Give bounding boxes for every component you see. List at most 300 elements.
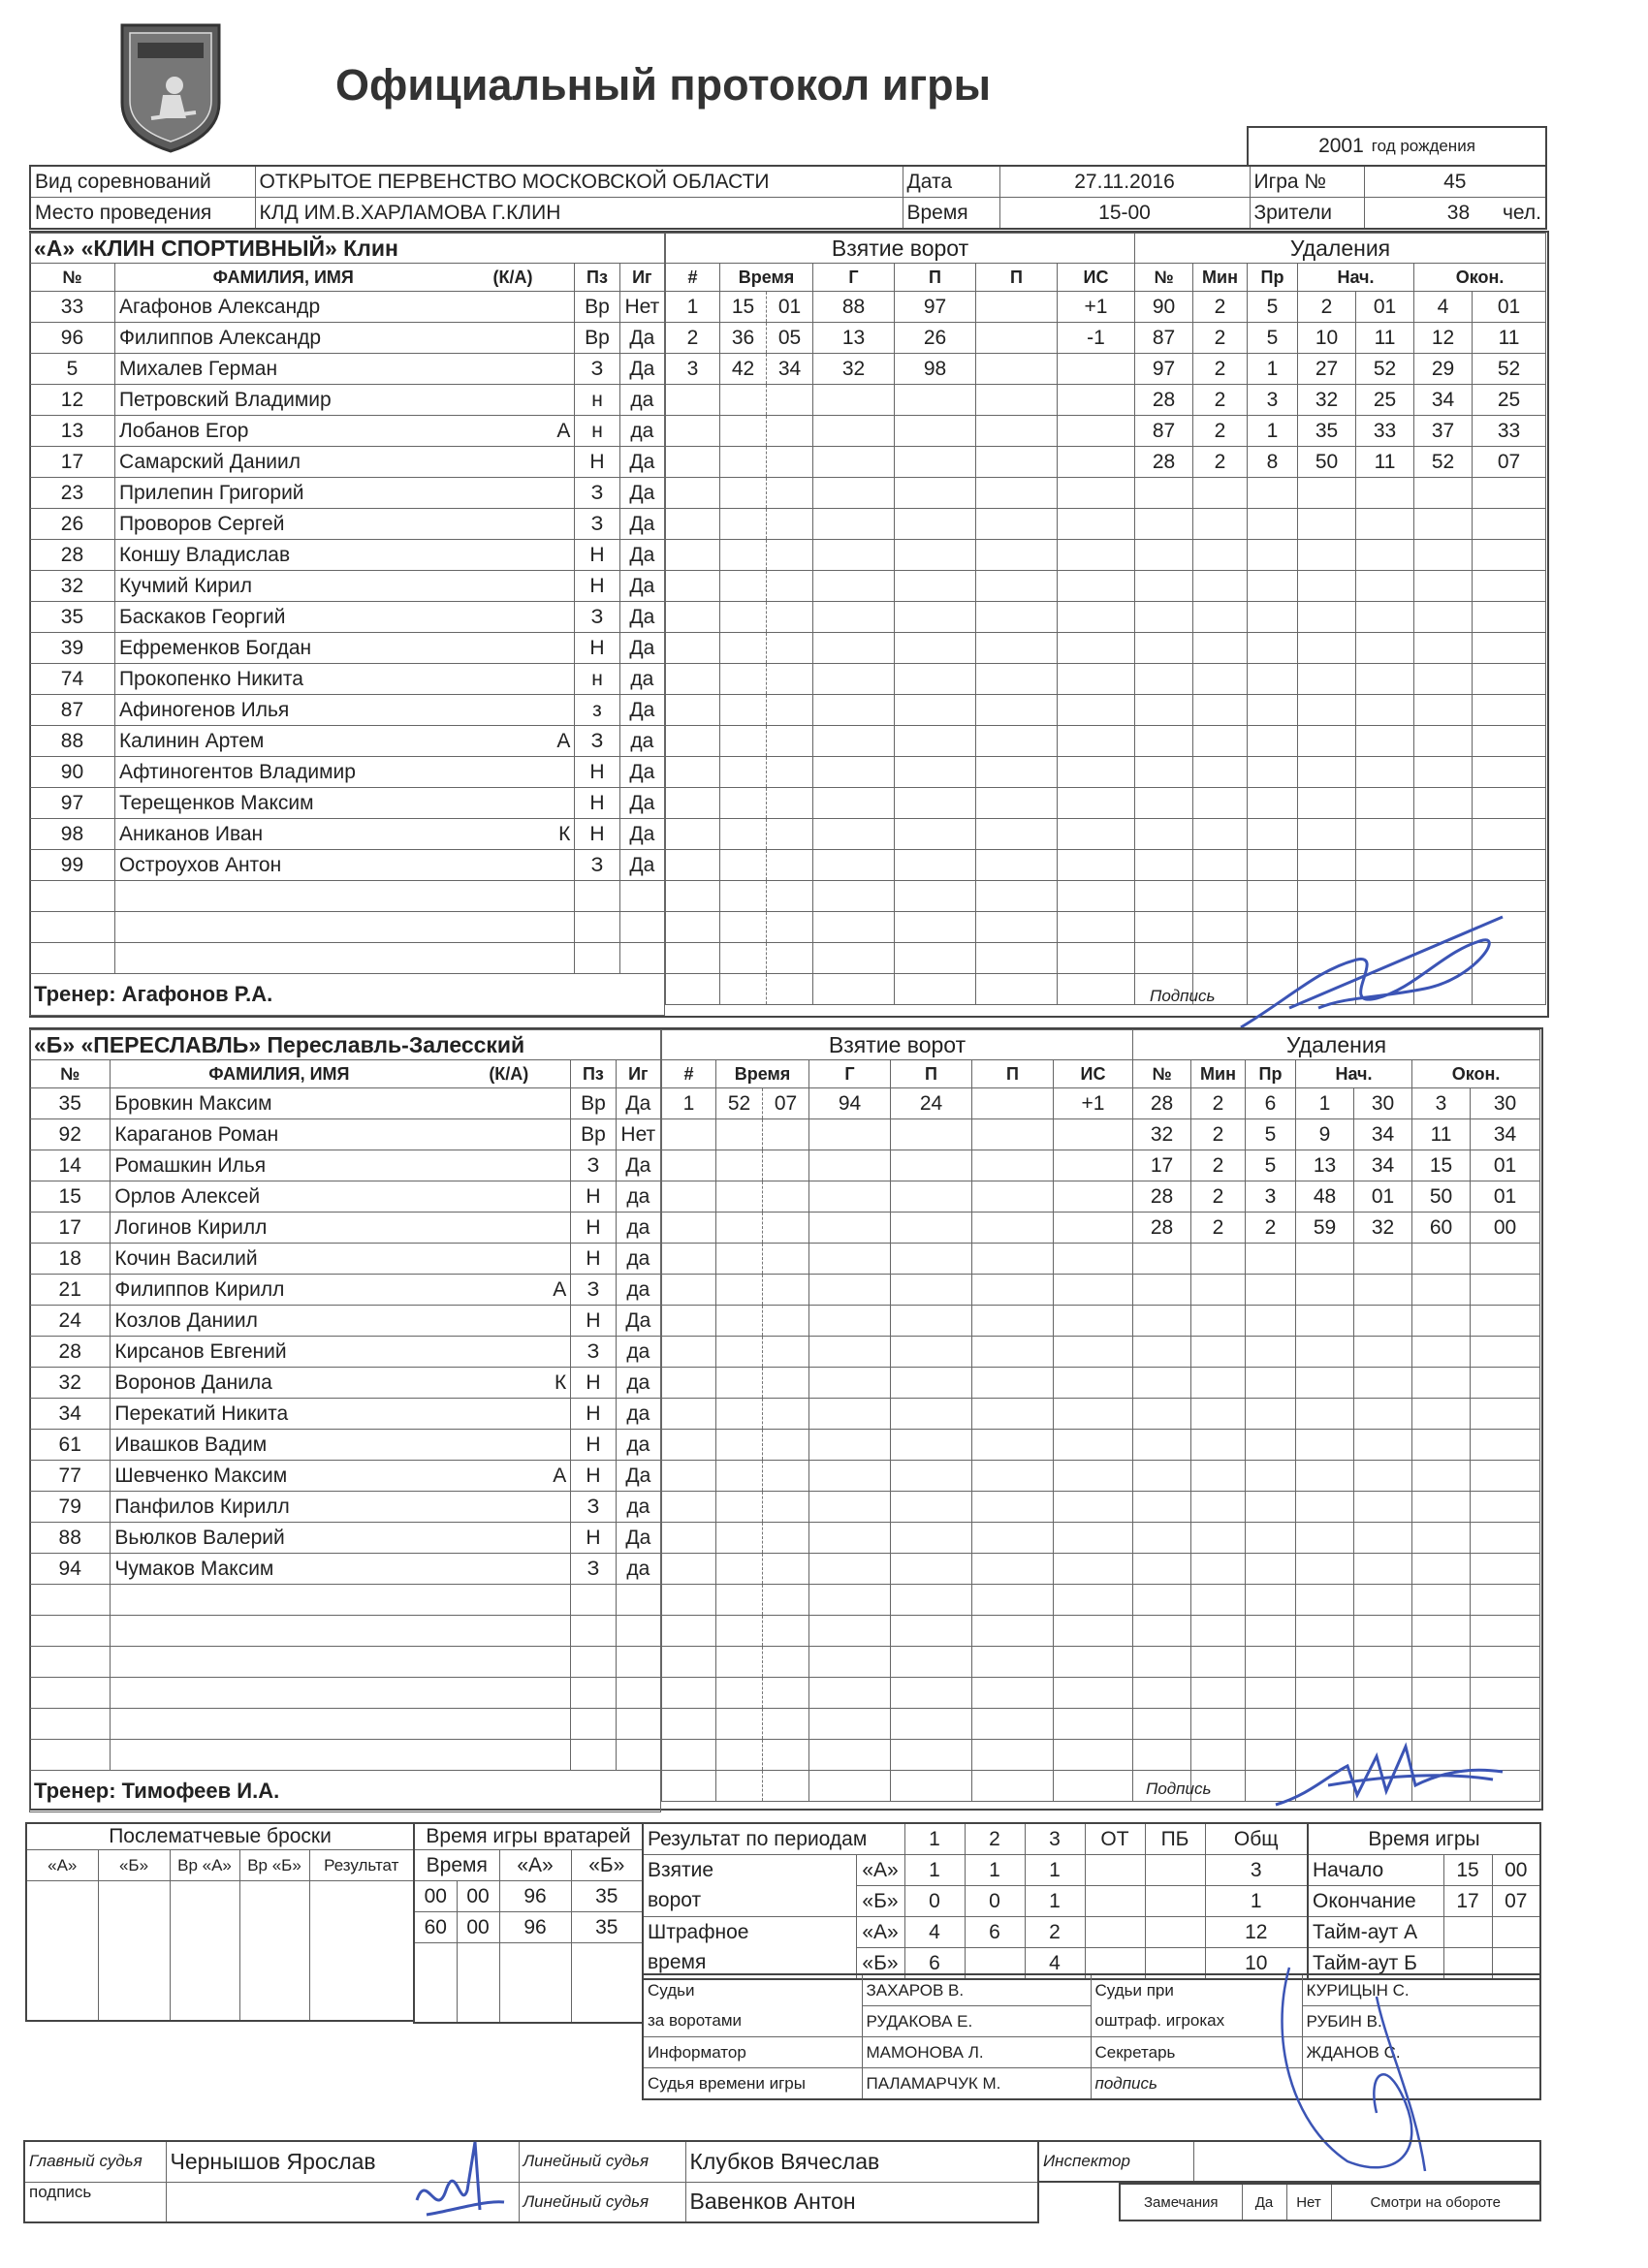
goal-assist-2 (976, 850, 1058, 881)
player-number: 33 (30, 292, 115, 323)
goal-second (767, 509, 813, 540)
birth-year-box (1247, 126, 1547, 165)
goal-number (666, 695, 720, 726)
penalty-reason (1246, 1368, 1296, 1399)
shootout-col-a: «А» (26, 1850, 98, 1881)
penalty-end-second (1473, 540, 1546, 571)
goals-b-p2: 0 (965, 1886, 1025, 1917)
team-b-goals-title: Взятие ворот (662, 1030, 1133, 1060)
penalty-minutes: 2 (1191, 1088, 1246, 1119)
informer-value: МАМОНОВА Л. (862, 2037, 1091, 2068)
spectators-unit: чел. (1502, 201, 1541, 224)
penalty-row (1133, 1678, 1540, 1709)
goal-assist-1 (891, 1523, 972, 1554)
penalty-start-minute: 35 (1298, 416, 1356, 447)
player-number: 94 (30, 1554, 111, 1585)
goal-assist-1 (895, 478, 976, 509)
goal-minute: 15 (720, 292, 767, 323)
player-number: 17 (30, 447, 115, 478)
team-b-roster (29, 1029, 661, 1812)
goal-row (662, 1461, 1133, 1492)
penalty-reason: 5 (1246, 1150, 1296, 1181)
goals-a-ot (1085, 1855, 1145, 1886)
penalty-player (1133, 1461, 1191, 1492)
goal-scorer (813, 509, 895, 540)
col-goal-assist-1: П (891, 1060, 972, 1088)
player-position: З (575, 509, 619, 540)
shootout-title: Послематчевые броски (26, 1823, 414, 1850)
goal-number (662, 1244, 716, 1275)
goal-second (763, 1709, 809, 1740)
player-position: Н (571, 1213, 616, 1244)
penalty-end-second: 34 (1471, 1119, 1540, 1150)
penalty-minutes (1193, 602, 1248, 633)
player-row (30, 1740, 661, 1771)
player-captain-mark (447, 1430, 570, 1461)
goal-scorer (809, 1740, 891, 1771)
goal-number (662, 1616, 716, 1647)
player-number (30, 1740, 111, 1771)
player-position: н (575, 385, 619, 416)
goal-second (763, 1740, 809, 1771)
goalie-col-b: «Б» (571, 1850, 643, 1881)
goal-scorer (809, 1709, 891, 1740)
penalty-end-minute (1414, 819, 1473, 850)
player-captain-mark (447, 1492, 570, 1523)
player-row (30, 1306, 661, 1337)
penalty-reason (1246, 1585, 1296, 1616)
player-number: 5 (30, 354, 115, 385)
player-name: Филиппов Александр (114, 323, 451, 354)
goal-row (666, 447, 1135, 478)
penalty-end-minute (1414, 664, 1473, 695)
player-captain-mark (452, 912, 575, 943)
penalty-judge-2: РУБИН В. (1302, 2006, 1540, 2037)
player-row (30, 323, 665, 354)
goal-assist-1 (895, 633, 976, 664)
player-name: Вьюлков Валерий (111, 1523, 447, 1554)
pim-a-p2: 6 (965, 1917, 1025, 1948)
goal-row (666, 478, 1135, 509)
penalty-minutes (1193, 881, 1248, 912)
col-pen-reason: Пр (1248, 264, 1298, 292)
goal-number (666, 819, 720, 850)
penalty-start-second: 25 (1356, 385, 1414, 416)
penalty-end-second (1471, 1461, 1540, 1492)
goal-number: 3 (666, 354, 720, 385)
player-captain-mark (447, 1523, 570, 1554)
goal-second (763, 1399, 809, 1430)
penalty-end-second (1471, 1554, 1540, 1585)
goal-assist-1 (895, 881, 976, 912)
player-played (616, 1616, 660, 1647)
goal-row (666, 633, 1135, 664)
referee-signature (407, 2132, 514, 2234)
goal-assist-2 (976, 881, 1058, 912)
penalty-row (1135, 416, 1546, 447)
goal-assist-1 (895, 447, 976, 478)
player-captain-mark (447, 1337, 570, 1368)
game-time-title: Время игры (1308, 1823, 1540, 1855)
goal-row (662, 1709, 1133, 1740)
goal-number (662, 1368, 716, 1399)
goal-number (666, 881, 720, 912)
player-number: 92 (30, 1119, 111, 1150)
goal-number (662, 1275, 716, 1306)
goal-row (662, 1150, 1133, 1181)
player-name: Прокопенко Никита (114, 664, 451, 695)
player-name: Афтиногентов Владимир (114, 757, 451, 788)
penalty-end-second: 01 (1473, 292, 1546, 323)
goal-minute (720, 695, 767, 726)
goal-second (763, 1492, 809, 1523)
goal-scorer (809, 1181, 891, 1213)
player-name: Ефременков Богдан (114, 633, 451, 664)
penalty-end-second (1473, 633, 1546, 664)
penalty-start-minute: 50 (1298, 447, 1356, 478)
goal-second (767, 726, 813, 757)
goal-number (666, 974, 720, 1005)
penalty-end-second (1471, 1678, 1540, 1709)
player-position: З (575, 850, 619, 881)
penalty-row (1133, 1523, 1540, 1554)
col-goal-time: Время (720, 264, 813, 292)
goal-row (662, 1430, 1133, 1461)
penalty-start-second (1354, 1554, 1412, 1585)
penalty-end-second (1473, 571, 1546, 602)
penalty-row (1133, 1213, 1540, 1244)
player-played: Да (619, 323, 664, 354)
penalty-reason: 8 (1248, 447, 1298, 478)
penalty-start-second: 33 (1356, 416, 1414, 447)
player-row (30, 726, 665, 757)
goal-assist-2 (976, 819, 1058, 850)
game-number-label: Игра № (1250, 166, 1364, 198)
team-a-goals (665, 233, 1135, 1005)
penalty-row (1135, 726, 1546, 757)
goal-strength (1054, 1523, 1133, 1554)
goal-second (763, 1616, 809, 1647)
player-captain-mark (447, 1554, 570, 1585)
player-number: 34 (30, 1399, 111, 1430)
penalty-reason (1246, 1275, 1296, 1306)
goal-scorer (813, 385, 895, 416)
player-name: Логинов Кирилл (111, 1213, 447, 1244)
player-captain-mark: А (447, 1275, 570, 1306)
goal-assist-2 (976, 540, 1058, 571)
player-number: 17 (30, 1213, 111, 1244)
penalty-end-second (1473, 602, 1546, 633)
timekeeper-value: ПАЛАМАРЧУК М. (862, 2068, 1091, 2100)
penalty-minutes: 2 (1193, 385, 1248, 416)
penalty-end-second (1473, 509, 1546, 540)
penalty-minutes (1191, 1244, 1246, 1275)
goal-row (666, 881, 1135, 912)
player-row (30, 1647, 661, 1678)
period-col-ot: ОТ (1085, 1823, 1145, 1855)
goal-minute (716, 1771, 763, 1802)
penalty-minutes (1193, 664, 1248, 695)
team-b-coach: Тренер: Тимофеев И.А. (30, 1771, 661, 1812)
goal-scorer (813, 881, 895, 912)
player-played: Да (619, 540, 664, 571)
goal-strength (1054, 1368, 1133, 1399)
goal-number (666, 633, 720, 664)
goal-number (666, 912, 720, 943)
player-captain-mark: К (447, 1368, 570, 1399)
end-hour: 17 (1443, 1886, 1492, 1917)
penalty-start-minute (1298, 633, 1356, 664)
goal-strength (1058, 633, 1135, 664)
goal-assist-2 (972, 1181, 1054, 1213)
player-number: 88 (30, 726, 115, 757)
penalty-reason (1246, 1523, 1296, 1554)
penalty-minutes (1191, 1740, 1246, 1771)
player-played: да (619, 416, 664, 447)
team-b-signature (1270, 1737, 1512, 1819)
penalty-start-minute: 13 (1296, 1150, 1354, 1181)
penalty-end-second: 30 (1471, 1088, 1540, 1119)
goal-strength (1054, 1150, 1133, 1181)
penalty-player (1135, 540, 1193, 571)
player-row (30, 1492, 661, 1523)
penalty-end-minute: 52 (1414, 447, 1473, 478)
goal-strength (1058, 850, 1135, 881)
goalie-minute: 60 (414, 1912, 457, 1943)
player-played: Нет (619, 292, 664, 323)
penalty-start-minute: 59 (1296, 1213, 1354, 1244)
goal-second (763, 1213, 809, 1244)
penalty-player (1135, 881, 1193, 912)
penalty-end-minute (1414, 788, 1473, 819)
player-row (30, 509, 665, 540)
player-captain-mark (447, 1306, 570, 1337)
penalty-end-minute (1414, 881, 1473, 912)
period-col-total: Общ (1205, 1823, 1308, 1855)
goal-strength (1054, 1740, 1133, 1771)
player-number (30, 1709, 111, 1740)
goal-minute (716, 1554, 763, 1585)
penalty-end-minute (1412, 1430, 1471, 1461)
goal-row (666, 912, 1135, 943)
penalty-minutes (1193, 788, 1248, 819)
goal-scorer (809, 1150, 891, 1181)
col-pen-end: Окон. (1412, 1060, 1540, 1088)
penalty-end-minute: 3 (1412, 1088, 1471, 1119)
goal-assist-1 (891, 1492, 972, 1523)
player-played: да (616, 1275, 660, 1306)
period-title: Результат по периодам (643, 1823, 904, 1855)
penalty-end-minute (1414, 509, 1473, 540)
goal-assist-1 (895, 912, 976, 943)
penalty-player (1133, 1430, 1191, 1461)
penalty-end-second (1471, 1647, 1540, 1678)
penalty-row (1135, 850, 1546, 881)
goal-assist-1 (895, 602, 976, 633)
player-row (30, 602, 665, 633)
venue-label: Место проведения (30, 198, 255, 230)
pim-a-ot (1085, 1917, 1145, 1948)
goal-row (666, 788, 1135, 819)
penalty-end-second (1471, 1523, 1540, 1554)
penalty-minutes (1191, 1275, 1246, 1306)
goal-minute (716, 1678, 763, 1709)
penalty-row (1135, 664, 1546, 695)
col-position: Пз (571, 1060, 616, 1088)
player-row (30, 788, 665, 819)
penalty-player (1133, 1740, 1191, 1771)
penalty-reason (1248, 788, 1298, 819)
player-played: Да (619, 478, 664, 509)
player-name: Филиппов Кирилл (111, 1275, 447, 1306)
penalty-reason: 5 (1246, 1119, 1296, 1150)
penalty-start-second (1356, 819, 1414, 850)
player-played: Да (616, 1150, 660, 1181)
penalty-row (1135, 540, 1546, 571)
player-number: 96 (30, 323, 115, 354)
goals-a-p1: 1 (904, 1855, 965, 1886)
goal-second (767, 478, 813, 509)
penalty-start-minute (1298, 850, 1356, 881)
penalty-row (1135, 633, 1546, 664)
penalty-end-minute (1414, 571, 1473, 602)
goal-assist-2 (976, 571, 1058, 602)
goal-assist-1 (895, 943, 976, 974)
penalty-reason: 5 (1248, 323, 1298, 354)
goal-strength (1054, 1430, 1133, 1461)
penalty-start-second (1354, 1275, 1412, 1306)
goal-second (767, 540, 813, 571)
goal-strength (1054, 1181, 1133, 1213)
goal-row (662, 1213, 1133, 1244)
penalty-end-second: 00 (1471, 1213, 1540, 1244)
penalty-player: 87 (1135, 323, 1193, 354)
team-a-goals-title: Взятие ворот (666, 234, 1135, 264)
player-row (30, 1181, 661, 1213)
goal-assist-1 (891, 1554, 972, 1585)
penalty-player (1135, 695, 1193, 726)
goal-strength (1054, 1647, 1133, 1678)
penalty-start-second: 11 (1356, 323, 1414, 354)
goal-assist-1: 97 (895, 292, 976, 323)
linesman-label: Линейный судья (519, 2141, 685, 2182)
penalty-end-minute (1414, 602, 1473, 633)
goal-scorer (809, 1119, 891, 1150)
goal-minute (716, 1461, 763, 1492)
player-name: Петровский Владимир (114, 385, 451, 416)
player-number: 39 (30, 633, 115, 664)
goal-assist-1 (891, 1306, 972, 1337)
goal-assist-2 (976, 416, 1058, 447)
player-played: Да (619, 633, 664, 664)
penalty-start-minute (1296, 1368, 1354, 1399)
goal-number (662, 1181, 716, 1213)
player-name: Лобанов Егор (114, 416, 451, 447)
goal-assist-2 (972, 1554, 1054, 1585)
player-name: Шевченко Максим (111, 1461, 447, 1492)
player-played: Да (616, 1088, 660, 1119)
team-b-goals (661, 1029, 1133, 1802)
col-goal-strength: ИС (1054, 1060, 1133, 1088)
penalty-reason (1248, 695, 1298, 726)
player-row (30, 1399, 661, 1430)
goal-scorer (809, 1368, 891, 1399)
player-captain-mark: А (452, 416, 575, 447)
goal-second (763, 1181, 809, 1213)
goal-row (662, 1368, 1133, 1399)
player-number: 99 (30, 850, 115, 881)
player-name: Ромашкин Илья (111, 1150, 447, 1181)
player-row (30, 1430, 661, 1461)
goal-minute (720, 571, 767, 602)
penalty-start-minute (1298, 819, 1356, 850)
goal-assist-1 (891, 1678, 972, 1709)
penalty-end-minute (1412, 1368, 1471, 1399)
goal-assist-1 (891, 1647, 972, 1678)
player-position: Вр (571, 1088, 616, 1119)
penalty-end-second: 33 (1473, 416, 1546, 447)
penalty-reason (1248, 819, 1298, 850)
team-b-title: «Б» «ПЕРЕСЛАВЛЬ» Переславль-Залесский (30, 1030, 661, 1060)
col-number: № (30, 1060, 111, 1088)
penalty-player (1133, 1399, 1191, 1430)
pim-a-p3: 2 (1025, 1917, 1085, 1948)
goals-row-label: Взятие (643, 1855, 856, 1886)
player-position (571, 1647, 616, 1678)
goal-minute: 42 (720, 354, 767, 385)
player-position: З (571, 1275, 616, 1306)
goal-minute (716, 1150, 763, 1181)
penalty-end-minute: 11 (1412, 1119, 1471, 1150)
player-number: 35 (30, 602, 115, 633)
player-row (30, 1585, 661, 1616)
penalty-minutes (1193, 695, 1248, 726)
player-row (30, 1709, 661, 1740)
player-number: 21 (30, 1275, 111, 1306)
goal-scorer (809, 1213, 891, 1244)
penalty-end-second: 01 (1471, 1150, 1540, 1181)
goal-strength (1054, 1678, 1133, 1709)
player-number: 74 (30, 664, 115, 695)
player-position: н (575, 664, 619, 695)
player-row (30, 385, 665, 416)
player-played: Нет (616, 1119, 660, 1150)
goal-scorer (813, 943, 895, 974)
penalty-judge-1: КУРИЦЫН С. (1302, 1974, 1540, 2006)
penalty-start-second (1356, 633, 1414, 664)
goal-row (666, 571, 1135, 602)
penalty-minutes (1191, 1337, 1246, 1368)
player-number (30, 881, 115, 912)
player-captain-mark (447, 1088, 570, 1119)
goal-strength (1058, 447, 1135, 478)
penalty-start-minute (1298, 509, 1356, 540)
penalty-reason (1248, 633, 1298, 664)
player-captain-mark (447, 1119, 570, 1150)
penalty-minutes: 2 (1191, 1181, 1246, 1213)
goal-row (662, 1306, 1133, 1337)
goal-number (666, 447, 720, 478)
penalty-row (1133, 1368, 1540, 1399)
penalty-row (1135, 788, 1546, 819)
penalty-start-minute (1296, 1306, 1354, 1337)
referee-label: Главный судья (24, 2141, 166, 2182)
goal-strength (1054, 1119, 1133, 1150)
player-name: Проворов Сергей (114, 509, 451, 540)
goal-number (662, 1430, 716, 1461)
penalty-row (1135, 602, 1546, 633)
goal-scorer (809, 1647, 891, 1678)
